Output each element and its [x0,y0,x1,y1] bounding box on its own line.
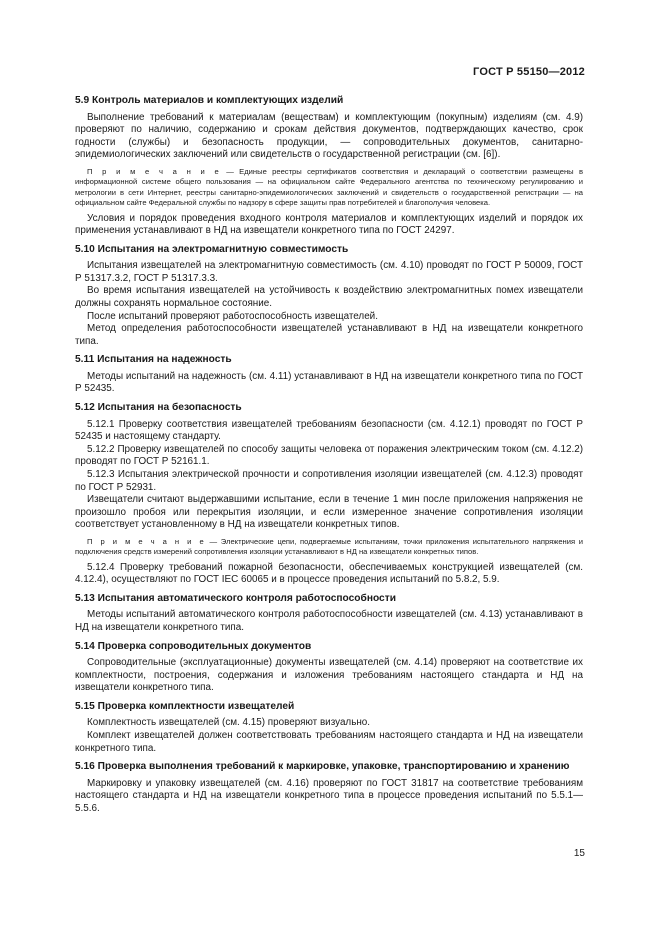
paragraph: Методы испытаний на надежность (см. 4.11) устанавливают в НД на извещатели конкретного типа по ГОСТ Р 52435. [75,370,583,395]
paragraph: Методы испытаний автоматического контроля работоспособности извещателей (см. 4.13) устанавливают в НД на извещатели конкретного типа. [75,609,583,633]
paragraph: 5.12.4 Проверку требований пожарной безопасности, обеспечиваемых конструкцией извещателей (см. 4.12.4), осуществляют по ГОСТ IEC 60065 и в процессе проведения испытаний по 5.8.2, 5.9. [75,561,583,586]
paragraph: Комплектность извещателей (см. 4.15) проверяют визуально. [87,717,371,729]
note [75,537,583,558]
paragraph: Комплект извещателей должен соответствовать требованиям настоящего стандарта и НД на извещатели конкретного типа. [75,729,583,754]
document-header: ГОСТ Р 55150—2012 [473,66,585,78]
note-label: П р и м е ч а н и е [87,536,206,546]
section-5-11 [75,354,583,396]
section-5-12 [75,402,583,587]
paragraph: 5.12.2 Проверку извещателей по способу защиты человека от поражения электрическим током (см. 4.12.2) проводят по ГОСТ Р 52161.1. [75,443,583,468]
paragraph: Метод определения работоспособности извещателей устанавливают в НД на извещатели конкретного типа. [75,323,583,347]
section-title: 5.11 Испытания на надежность [75,354,232,366]
paragraph: Сопроводительные (эксплуатационные) документы извещателей (см. 4.14) проверяют на соответствие их комплектности, построения, содержания и изложения требованиям настоящего стандарта и НД на извещатели конкретного типа. [75,657,583,694]
section-5-15 [75,701,583,755]
section-title: 5.14 Проверка сопроводительных документов [75,640,312,652]
paragraph: 5.12.3 Испытания электрической прочности и сопротивления изоляции извещателей (см. 4.12.3) проводят по ГОСТ Р 52931. [75,468,583,493]
paragraph: Испытания извещателей на электромагнитную совместимость (см. 4.10) проводят по ГОСТ Р 50009, ГОСТ Р 51317.3.2, ГОСТ Р 51317.3.3. [75,260,583,284]
section-5-10 [75,244,583,349]
paragraph: Выполнение требований к материалам (веществам) и комплектующим (покупным) изделиям (см. 4.9) проверяют по наличию, содержанию и срокам действия документов, подтверждающих качество, срок годности (службы) и безопасность продукции, — сопроводительных документов, санитарно-эпидемиологических заключений или свидетельств о государственной регистрации (см. [6]). [75,111,583,161]
section-5-14 [75,641,583,695]
paragraph: После испытаний проверяют работоспособность извещателей. [87,310,378,322]
page-number: 15 [573,848,585,859]
section-title: 5.12 Испытания на безопасность [75,402,242,414]
paragraph: 5.12.1 Проверку соответствия извещателей требованиям безопасности (см. 4.12.1) проводят по ГОСТ Р 52435 и настоящему стандарту. [75,418,583,443]
note-label: П р и м е ч а н и е [87,166,221,176]
paragraph: Условия и порядок проведения входного контроля материалов и комплектующих изделий и порядок их применения устанавливают в НД на извещатели конкретного типа по ГОСТ 24297. [75,212,583,237]
section-title: 5.10 Испытания на электромагнитную совместимость [75,243,349,255]
document-body [75,95,583,815]
paragraph: Во время испытания извещателей на устойчивость к воздействию электромагнитных помех извещатели должны сохранять нормальное состояние. [75,285,583,309]
section-title: 5.15 Проверка комплектности извещателей [75,700,295,712]
paragraph: Маркировку и упаковку извещателей (см. 4.16) проверяют по ГОСТ 31817 на соответствие требованиям настоящего стандарта и НД на извещатели конкретного типа в процессе проведения испытаний по 5.5.1—5.5.6. [75,777,583,814]
note-text: — Единые реестры сертификатов соответствия и деклараций о соответствии размещены в информационной системе общего пользования — на официальном сайте Федерального агентства по техническому регулированию и метрологии в сети Интернет, реестры санитарно-эпидемиологических заключений и свидетельств о государственной регистрации — на официальном сайте Федеральной службы по надзору в сфере защиты прав потребителей и благополучия человека. [75,166,584,208]
section-title: 5.13 Испытания автоматического контроля работоспособности [75,592,396,604]
section-title: 5.9 Контроль материалов и комплектующих изделий [75,95,344,106]
note-text: — Электрические цепи, подвергаемые испытаниям, точки приложения испытательного напряжения и подключения средств измерений сопротивления изоляции устанавливают в НД на извещатели конкретных типов. [75,536,583,557]
section-title: 5.16 Проверка выполнения требований к маркировке, упаковке, транспортированию и хранению [75,761,570,773]
paragraph: Извещатели считают выдержавшими испытание, если в течение 1 мин после приложения напряжения не произошло пробоя или перекрытия изоляции, и если измеренное значение сопротивления изоляции соответствует установленному в НД на извещатели конкретных типов. [75,494,583,531]
section-5-9 [75,95,583,238]
note [75,167,583,209]
section-5-16 [75,761,583,815]
section-5-13 [75,593,583,635]
